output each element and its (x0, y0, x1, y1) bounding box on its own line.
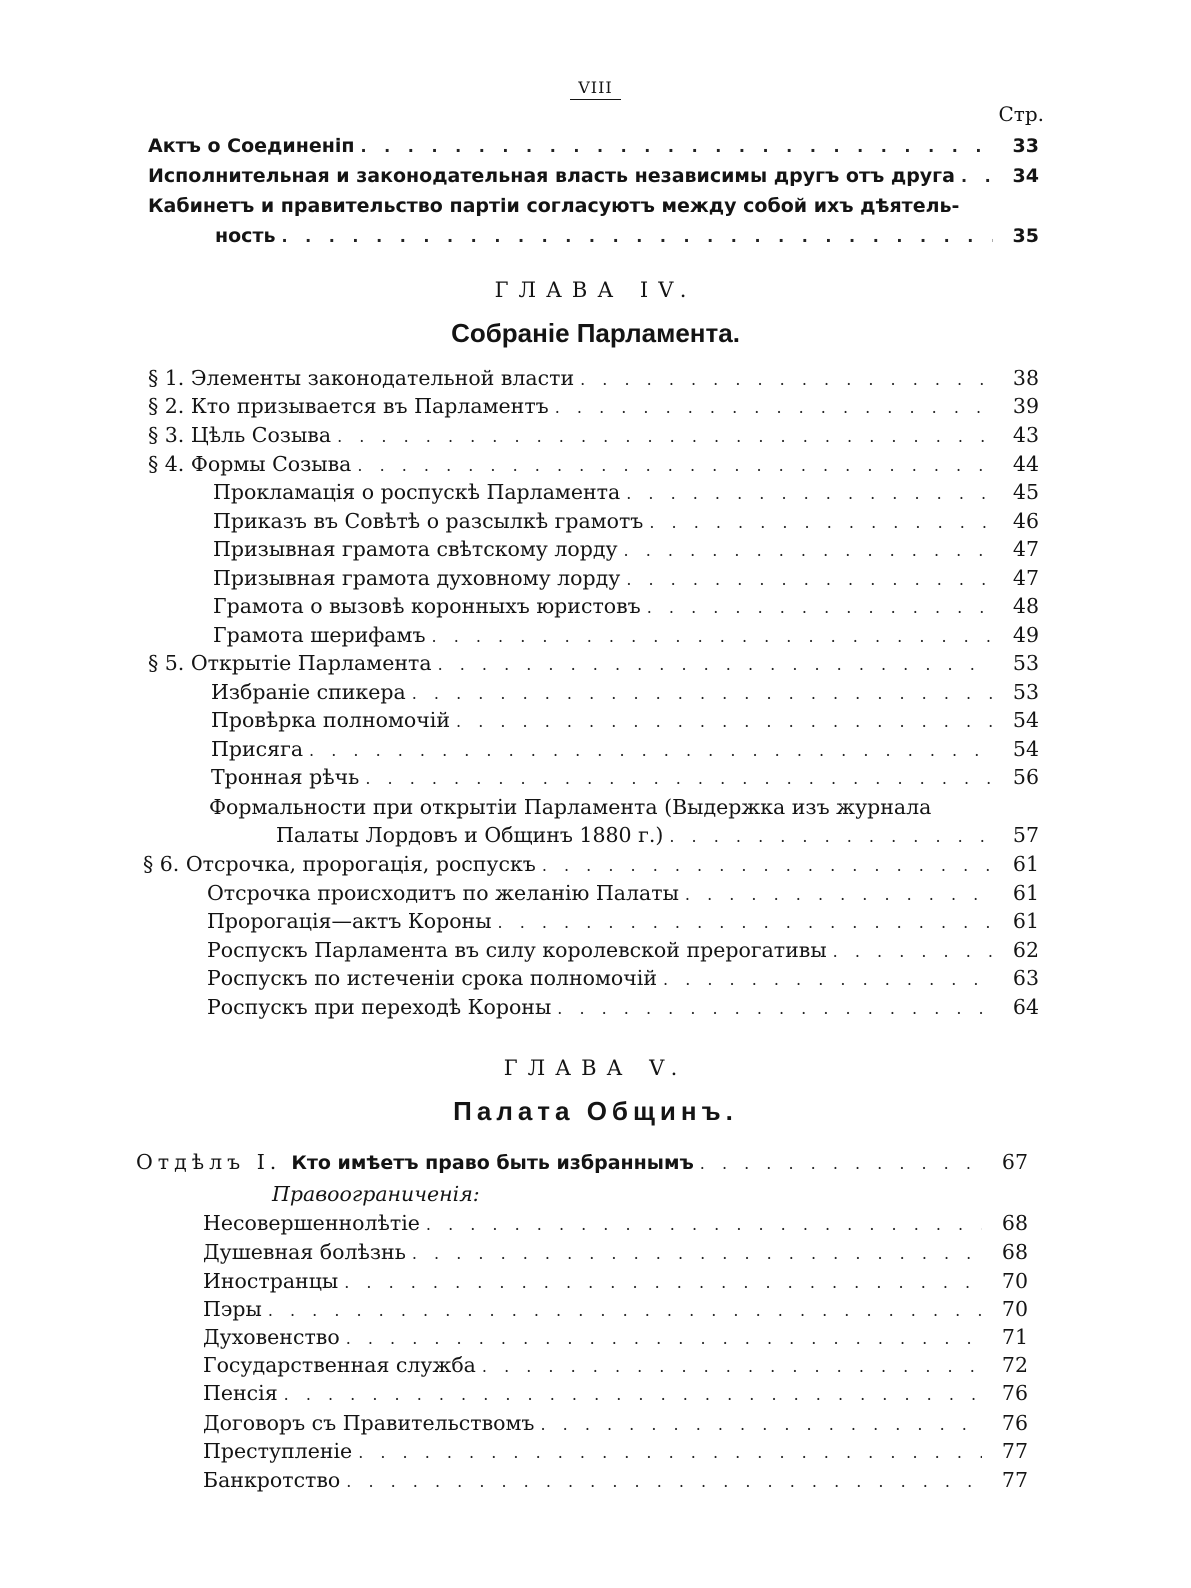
toc-entry-page: 77 (1001, 1439, 1028, 1463)
toc-entry (213, 535, 1039, 564)
toc-entry (211, 763, 1039, 792)
toc-entry-text: Иностранцы (203, 1269, 339, 1293)
chapter-label: ГЛАВА V. (503, 1056, 688, 1080)
toc-entry-text: Преступленіе (203, 1439, 353, 1463)
toc-entry-text: ность (215, 225, 276, 247)
subheading: Правоограниченія: (272, 1182, 480, 1206)
dot-leader (284, 1380, 982, 1409)
dot-leader (268, 1296, 982, 1325)
dot-leader (412, 679, 993, 708)
toc-entry-page: 46 (1012, 509, 1039, 533)
toc-entry (276, 821, 1039, 850)
toc-entry-text: Пророгація—актъ Короны (207, 909, 492, 933)
dot-leader (649, 508, 993, 537)
toc-entry-page: 48 (1012, 594, 1039, 618)
toc-entry (203, 1466, 1028, 1495)
dot-leader (626, 479, 993, 508)
section-prefix: Отдѣлъ I. (136, 1150, 282, 1174)
toc-entry-page: 54 (1012, 708, 1039, 732)
toc-entry-page: 35 (1012, 225, 1039, 247)
toc-entry-text: Прокламація о роспускѣ Парламента (213, 480, 621, 504)
dot-leader (685, 880, 993, 909)
toc-entry-text-line1: Формальности при открытіи Парламента (Выдержка изъ журнала (209, 795, 932, 819)
toc-entry (211, 678, 1039, 707)
toc-entry (148, 132, 1039, 161)
dot-leader (700, 1149, 982, 1178)
toc-entry-text: Банкротство (203, 1468, 341, 1492)
toc-entry (213, 564, 1039, 593)
dot-leader (663, 965, 993, 994)
toc-entry-text: Палаты Лордовъ и Общинъ 1880 г.) (276, 823, 664, 847)
toc-entry-page: 68 (1001, 1240, 1028, 1264)
toc-entry-text: Отсрочка происходитъ по желанію Палаты (207, 881, 679, 905)
toc-entry-page: 33 (1012, 135, 1039, 157)
toc-entry (215, 222, 1039, 251)
dot-leader (309, 736, 993, 765)
toc-entry (207, 879, 1039, 908)
dot-leader (555, 393, 993, 422)
dot-leader (346, 1324, 982, 1353)
toc-entry (207, 907, 1039, 936)
toc-section-entry (136, 1148, 1028, 1177)
toc-entry-text: Кто имѣетъ право быть избраннымъ (291, 1152, 694, 1174)
toc-entry (207, 936, 1039, 965)
dot-leader (669, 822, 993, 851)
dot-leader (344, 1268, 982, 1297)
toc-entry (213, 478, 1039, 507)
toc-entry-text: Роспускъ по истеченіи срока полномочій (207, 966, 658, 990)
toc-entry (203, 1295, 1028, 1324)
toc-entry-text: Пенсія (203, 1381, 278, 1405)
toc-entry-page: 54 (1012, 737, 1039, 761)
dot-leader (281, 222, 993, 251)
dot-leader (357, 451, 993, 480)
dot-leader (557, 994, 993, 1023)
dot-leader (361, 132, 994, 161)
dot-leader (337, 422, 993, 451)
dot-leader (626, 565, 993, 594)
toc-entry (203, 1267, 1028, 1296)
chapter-label: ГЛАВА IV. (494, 278, 697, 302)
toc-entry (148, 421, 1039, 450)
toc-entry-page: 57 (1012, 823, 1039, 847)
toc-entry (203, 1323, 1028, 1352)
running-head (0, 78, 1191, 100)
toc-entry-text: § 6. Отсрочка, пророгація, роспускъ (143, 852, 536, 876)
toc-entry-page: 64 (1012, 995, 1039, 1019)
toc-entry-text: Душевная болѣзнь (203, 1240, 406, 1264)
toc-entry-page: 70 (1001, 1297, 1028, 1321)
toc-entry-page: 45 (1012, 480, 1039, 504)
toc-entry (211, 706, 1039, 735)
toc-entry-page: 43 (1012, 423, 1039, 447)
dot-leader (624, 536, 993, 565)
toc-entry-text: Духовенство (203, 1325, 340, 1349)
toc-entry-text: Роспускъ Парламента въ силу королевской прерогативы (207, 938, 827, 962)
toc-entry-text: Государственная служба (203, 1353, 476, 1377)
toc-entry-page: 61 (1012, 852, 1039, 876)
toc-entry-text: § 2. Кто призывается въ Парламентъ (148, 394, 549, 418)
toc-entry (213, 621, 1039, 650)
toc-entry-text: Договоръ съ Правительствомъ (203, 1411, 535, 1435)
dot-leader (426, 1210, 982, 1239)
toc-entry-page: 76 (1001, 1381, 1028, 1405)
toc-entry (213, 507, 1039, 536)
toc-entry-page: 47 (1012, 566, 1039, 590)
toc-entry-text: Тронная рѣчь (211, 765, 360, 789)
toc-entry (213, 592, 1039, 621)
toc-entry (203, 1379, 1028, 1408)
toc-entry-page: 76 (1001, 1411, 1028, 1435)
toc-entry-text: § 1. Элементы законодательной власти (148, 366, 575, 390)
dot-leader (961, 162, 993, 191)
toc-entry (148, 392, 1039, 421)
dot-leader (412, 1239, 982, 1268)
toc-entry-page: 68 (1001, 1211, 1028, 1235)
dot-leader (498, 908, 993, 937)
dot-leader (482, 1352, 982, 1381)
toc-entry (148, 649, 1039, 678)
toc-entry (207, 993, 1039, 1022)
dot-leader (358, 1438, 982, 1467)
chapter-title: Собраніе Парламента. (451, 318, 740, 348)
chapter-title: Палата Общинъ. (453, 1096, 738, 1126)
toc-entry-page: 53 (1012, 680, 1039, 704)
toc-entry-text: Провѣрка полномочій (211, 708, 451, 732)
toc-entry-text: Приказъ въ Совѣтѣ о разсылкѣ грамотъ (213, 509, 644, 533)
toc-entry-text: Несовершеннолѣтіе (203, 1211, 420, 1235)
page-numeral: VIII (570, 78, 621, 100)
toc-entry (148, 364, 1039, 393)
toc-entry-page: 70 (1001, 1269, 1028, 1293)
dot-leader (432, 622, 993, 651)
toc-entry-text: Избраніе спикера (211, 680, 406, 704)
toc-entry-page: 67 (1001, 1150, 1028, 1174)
toc-entry-page: 56 (1012, 765, 1039, 789)
toc-entry (203, 1238, 1028, 1267)
toc-entry-page: 47 (1012, 537, 1039, 561)
toc-entry-text: Пэры (203, 1297, 262, 1321)
page-column-label: Стр. (998, 102, 1044, 126)
toc-entry-text: Призывная грамота свѣтскому лорду (213, 537, 618, 561)
toc-entry-page: 62 (1012, 938, 1039, 962)
toc-entry (203, 1209, 1028, 1238)
toc-entry-page: 44 (1012, 452, 1039, 476)
toc-entry-page: 53 (1012, 651, 1039, 675)
toc-entry-text-line1: Кабинетъ и правительство партіи согласуютъ между собой ихъ дѣятель- (148, 195, 960, 217)
toc-entry-text: § 5. Открытіе Парламента (148, 651, 432, 675)
toc-entry-page: 61 (1012, 881, 1039, 905)
dot-leader (647, 593, 993, 622)
toc-entry (203, 1351, 1028, 1380)
dot-leader (580, 365, 993, 394)
toc-entry (211, 735, 1039, 764)
dot-leader (365, 764, 993, 793)
toc-entry-text: Роспускъ при переходѣ Короны (207, 995, 552, 1019)
toc-entry (207, 964, 1039, 993)
dot-leader (540, 1410, 982, 1439)
toc-entry-text: § 3. Цѣль Созыва (148, 423, 332, 447)
toc-entry-page: 49 (1012, 623, 1039, 647)
toc-entry-text: Актъ о Соединеніп (148, 135, 355, 157)
toc-entry-page: 39 (1012, 394, 1039, 418)
toc-entry-page: 34 (1012, 165, 1039, 187)
toc-entry-text: Исполнительная и законодательная власть независимы другъ отъ друга (148, 165, 955, 187)
toc-entry (203, 1409, 1028, 1438)
toc-entry-page: 71 (1001, 1325, 1028, 1349)
toc-entry-page: 38 (1012, 366, 1039, 390)
dot-leader (542, 851, 993, 880)
dot-leader (456, 707, 993, 736)
toc-entry-page: 77 (1001, 1468, 1028, 1492)
toc-entry-page: 61 (1012, 909, 1039, 933)
toc-entry-text: Призывная грамота духовному лорду (213, 566, 621, 590)
toc-entry-page: 63 (1012, 966, 1039, 990)
toc-entry (148, 450, 1039, 479)
toc-entry (148, 162, 1039, 191)
toc-entry-text: § 4. Формы Созыва (148, 452, 352, 476)
toc-entry (203, 1437, 1028, 1466)
dot-leader (346, 1467, 982, 1496)
toc-entry-text: Грамота шерифамъ (213, 623, 426, 647)
toc-entry-text: Грамота о вызовѣ коронныхъ юристовъ (213, 594, 641, 618)
toc-entry-page: 72 (1001, 1353, 1028, 1377)
dot-leader (438, 650, 993, 679)
dot-leader (833, 937, 993, 966)
toc-entry (143, 850, 1039, 879)
toc-entry-text: Присяга (211, 737, 304, 761)
